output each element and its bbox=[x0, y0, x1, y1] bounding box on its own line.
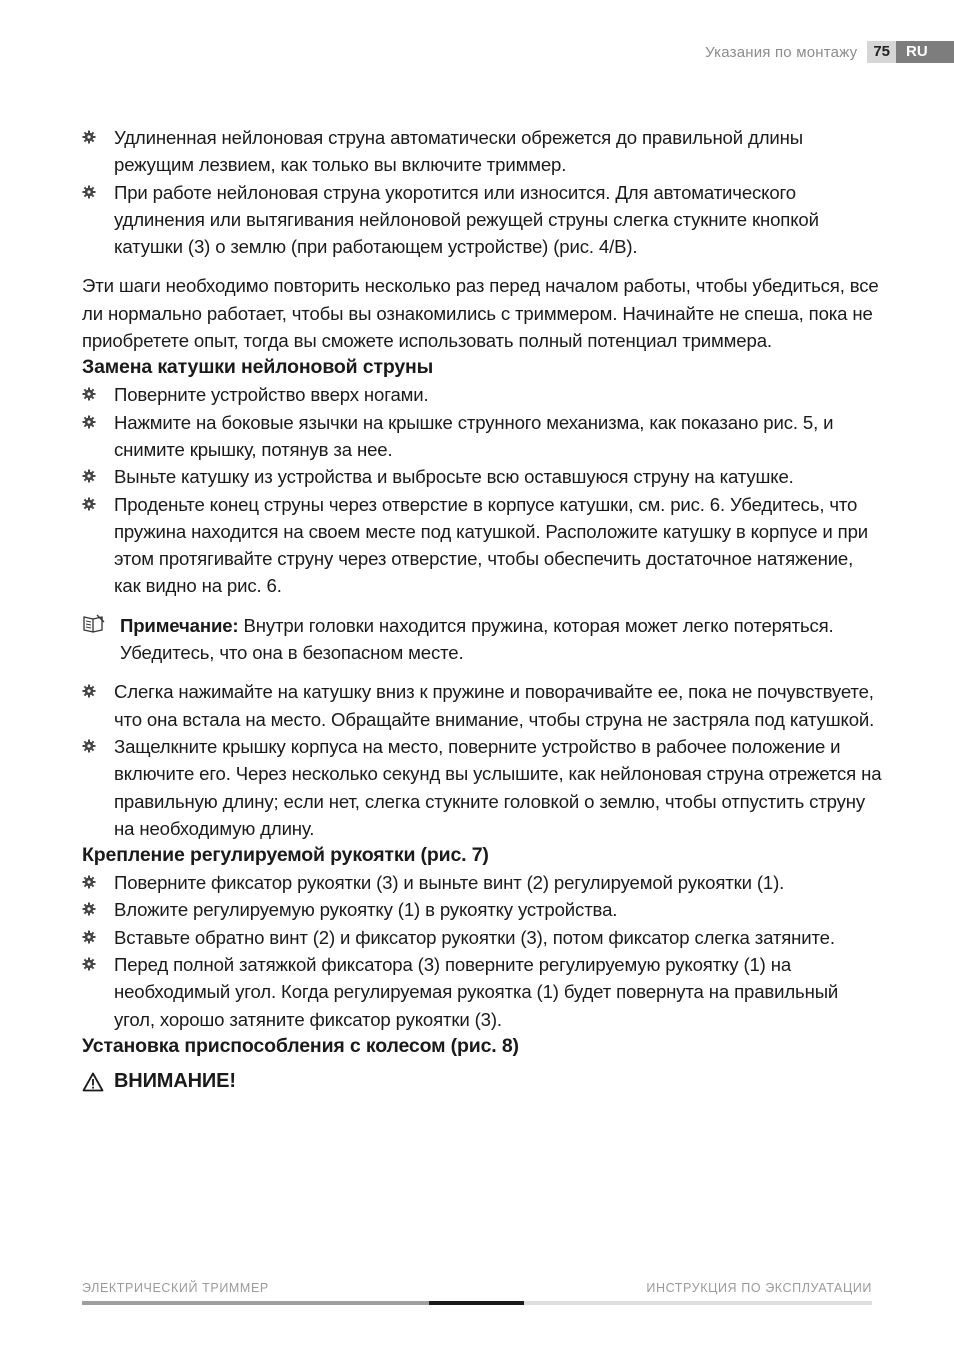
gear-bullet-icon bbox=[82, 415, 96, 429]
gear-bullet-icon bbox=[82, 902, 96, 916]
list-item bbox=[82, 491, 882, 600]
footer-divider-segment bbox=[82, 1301, 429, 1305]
section-heading-handle-mounting: Крепление регулируемой рукоятки (рис. 7) bbox=[82, 844, 489, 867]
intro-paragraph: Эти шаги необходимо повторить несколько раз перед началом работы, чтобы убедиться, все ли нормально работает, чтобы вы ознакомились с триммером. Начинайте не спеша, пока не приобретете опыт, тогда вы сможете использовать полный потенциал триммера. bbox=[82, 275, 879, 352]
section-heading-wheel-attachment: Установка приспособления с колесом (рис. 8) bbox=[82, 1034, 519, 1057]
note-text: Внутри головки находится пружина, которая может легко потеряться. Убедитесь, что она в безопасном месте. bbox=[120, 614, 834, 664]
list-item bbox=[82, 678, 882, 733]
list-item bbox=[82, 733, 882, 842]
gear-bullet-icon bbox=[82, 684, 96, 698]
section-heading-spool-replacement: Замена катушки нейлоновой струны bbox=[82, 356, 434, 379]
list-item-text: Вставьте обратно винт (2) и фиксатор рукоятки (3), потом фиксатор слегка затяните. bbox=[114, 926, 835, 948]
warning-triangle-icon bbox=[82, 1072, 104, 1092]
list-item-text: Перед полной затяжкой фиксатора (3) поверните регулируемую рукоятку (1) на необходимый угол. Когда регулируемая рукоятка (1) будет повернута на правильный угол, хорошо затяните фиксатор рукоятки (3). bbox=[114, 954, 839, 1030]
list-item bbox=[82, 924, 882, 951]
gear-bullet-icon bbox=[82, 469, 96, 483]
list-item-text: Слегка нажимайте на катушку вниз к пружине и поворачивайте ее, пока не почувствуете, что она встала на место. Обращайте внимание, чтобы струна не застряла под катушкой. bbox=[114, 681, 875, 730]
list-item-text: Нажмите на боковые язычки на крышке струнного механизма, как показано рис. 5, и снимите крышку, потянув за нее. bbox=[114, 411, 834, 460]
gear-bullet-icon bbox=[82, 497, 96, 511]
note-label: Примечание: bbox=[120, 614, 239, 636]
list-item-text: Проденьте конец струны через отверстие в корпусе катушки, см. рис. 6. Убедитесь, что пружина находится на своем месте под катушкой. Расположите катушку в корпусе и при этом протягивайте струну через отверстие, чтобы обеспечить достаточное натяжение, как видно на рис. 6. bbox=[114, 493, 869, 597]
warning-text: ВНИМАНИЕ! bbox=[114, 1069, 236, 1092]
main-content bbox=[82, 124, 882, 1095]
list-item bbox=[82, 381, 882, 408]
footer-divider bbox=[82, 1301, 872, 1305]
footer-divider-segment bbox=[524, 1301, 872, 1305]
footer-product-name: ЭЛЕКТРИЧЕСКИЙ ТРИММЕР bbox=[82, 1281, 269, 1295]
list-item bbox=[82, 896, 882, 923]
page-header bbox=[705, 41, 954, 63]
page-number: 75 bbox=[867, 41, 896, 63]
note-box bbox=[82, 612, 882, 667]
list-item bbox=[82, 179, 882, 261]
list-item-text: Вложите регулируемую рукоятку (1) в рукоятку устройства. bbox=[114, 899, 618, 921]
gear-bullet-icon bbox=[82, 739, 96, 753]
footer-divider-segment-active bbox=[429, 1301, 524, 1305]
bullet-list-spool-continued bbox=[82, 678, 882, 842]
bullet-list-spool bbox=[82, 381, 882, 599]
gear-bullet-icon bbox=[82, 387, 96, 401]
gear-bullet-icon bbox=[82, 130, 96, 144]
list-item bbox=[82, 463, 882, 490]
footer-doc-type: ИНСТРУКЦИЯ ПО ЭКСПЛУАТАЦИИ bbox=[646, 1281, 872, 1295]
list-item-text: Защелкните крышку корпуса на место, поверните устройство в рабочее положение и включите его. Через несколько секунд вы услышите, как нейлоновая струна отрежется на правильную длину; если нет, слегка стукните головкой о землю, чтобы отпустить струну на необходимую длину. bbox=[114, 735, 882, 839]
bullet-list-intro bbox=[82, 124, 882, 260]
gear-bullet-icon bbox=[82, 930, 96, 944]
list-item bbox=[82, 124, 882, 179]
warning-heading bbox=[82, 1068, 882, 1095]
gear-bullet-icon bbox=[82, 875, 96, 889]
list-item bbox=[82, 409, 882, 464]
header-title: Указания по монтажу bbox=[705, 43, 858, 61]
list-item-text: Выньте катушку из устройства и выбросьте всю оставшуюся струну на катушке. bbox=[114, 466, 794, 488]
list-item bbox=[82, 869, 882, 896]
language-badge: RU bbox=[896, 41, 954, 63]
list-item bbox=[82, 951, 882, 1033]
gear-bullet-icon bbox=[82, 185, 96, 199]
open-book-icon bbox=[82, 614, 106, 634]
list-item-text: При работе нейлоновая струна укоротится или износится. Для автоматического удлинения или вытягивания нейлоновой режущей струны слегка стукните кнопкой катушки (3) о землю (при работающем устройстве) (рис. 4/B). bbox=[114, 181, 819, 258]
bullet-list-handle bbox=[82, 869, 882, 1033]
list-item-text: Поверните фиксатор рукоятки (3) и выньте винт (2) регулируемой рукоятки (1). bbox=[114, 872, 785, 894]
gear-bullet-icon bbox=[82, 957, 96, 971]
list-item-text: Поверните устройство вверх ногами. bbox=[114, 384, 429, 406]
list-item-text: Удлиненная нейлоновая струна автоматически обрежется до правильной длины режущим лезвием, как только вы включите триммер. bbox=[114, 127, 803, 176]
